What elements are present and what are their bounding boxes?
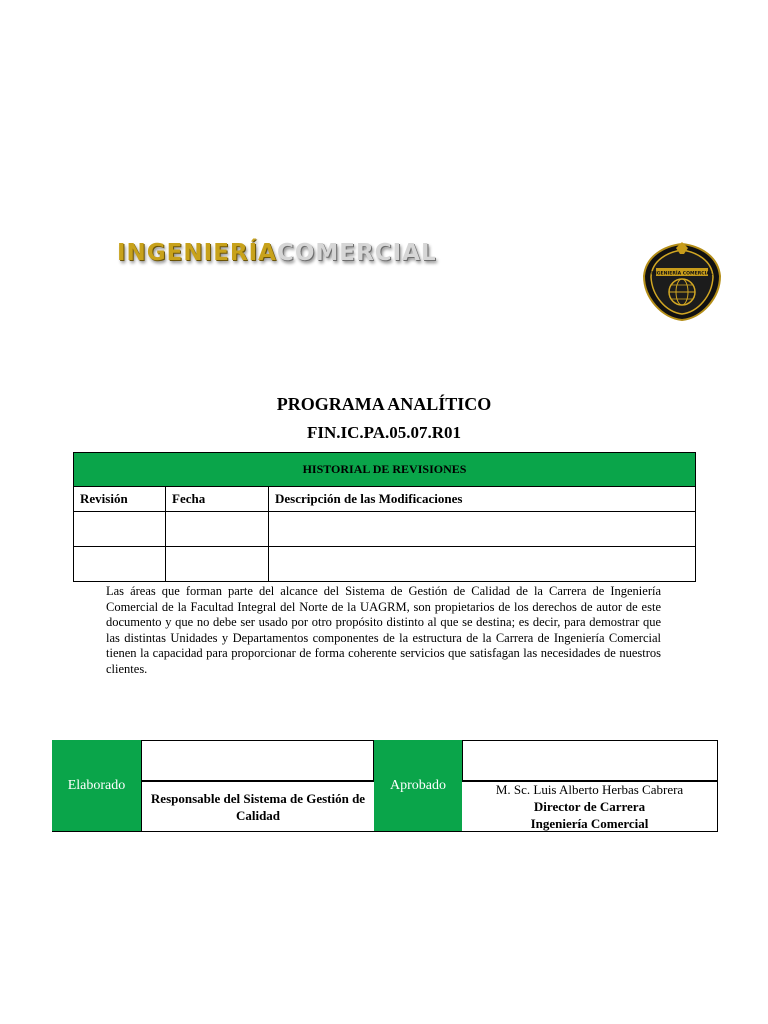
cell-date xyxy=(166,547,269,582)
cell-description xyxy=(269,512,696,547)
cell-date xyxy=(166,512,269,547)
document-code: FIN.IC.PA.05.07.R01 xyxy=(306,423,462,442)
seal-text: INGENIERÍA COMERCIAL xyxy=(651,271,713,277)
brand-part-1: INGENIERÍA xyxy=(117,240,277,266)
column-header-date: Fecha xyxy=(166,487,269,512)
elaborated-role-line-1: Responsable del Sistema de Gestión de xyxy=(150,790,366,806)
faculty-seal-logo xyxy=(640,240,724,324)
document-title: PROGRAMA ANALÍTICO xyxy=(276,394,492,414)
approved-signature-space xyxy=(462,740,718,780)
cell-revision xyxy=(74,512,166,547)
brand-part-2: COMERCIAL xyxy=(276,240,437,266)
approver-role-line-1: Director de Carrera xyxy=(533,799,646,814)
cell-description xyxy=(269,547,696,582)
column-header-revision: Revisión xyxy=(74,487,166,512)
copyright-notice: Las áreas que forman parte del alcance del Sistema de Gestión de Calidad de la Carrera de Ingeniería Comercial de la Facultad Integral del Norte de la UAGRM, son propietarios de los derechos de autor de este documento y que no debe ser usado por otro propósito distinto al que se destina; es decir, para demostrar que las distintas Unidades y Departamentos componentes de la estructura de la Carrera de Ingeniería Comercial tienen la capacidad para proporcionar de forma coherente servicios que satisfagan las necesidades de nuestros clientes. xyxy=(106,584,661,676)
elaborated-label: Elaborado xyxy=(52,740,141,832)
signature-block xyxy=(52,740,718,832)
cell-revision xyxy=(74,547,166,582)
approver-role-line-2: Ingeniería Comercial xyxy=(530,816,649,831)
approved-label: Aprobado xyxy=(374,740,462,832)
elaborated-role xyxy=(141,780,374,832)
elaborated-role-line-2: Calidad xyxy=(235,807,281,823)
column-header-description: Descripción de las Modificaciones xyxy=(269,487,696,512)
revision-history-table xyxy=(73,452,696,582)
approver-name: M. Sc. Luis Alberto Herbas Cabrera xyxy=(495,782,684,797)
table-row xyxy=(74,547,696,582)
revision-history-heading: HISTORIAL DE REVISIONES xyxy=(74,453,696,487)
approver-info xyxy=(462,780,718,832)
elaborated-signature-space xyxy=(141,740,374,780)
table-row xyxy=(74,512,696,547)
brand-logo-text xyxy=(117,240,437,266)
